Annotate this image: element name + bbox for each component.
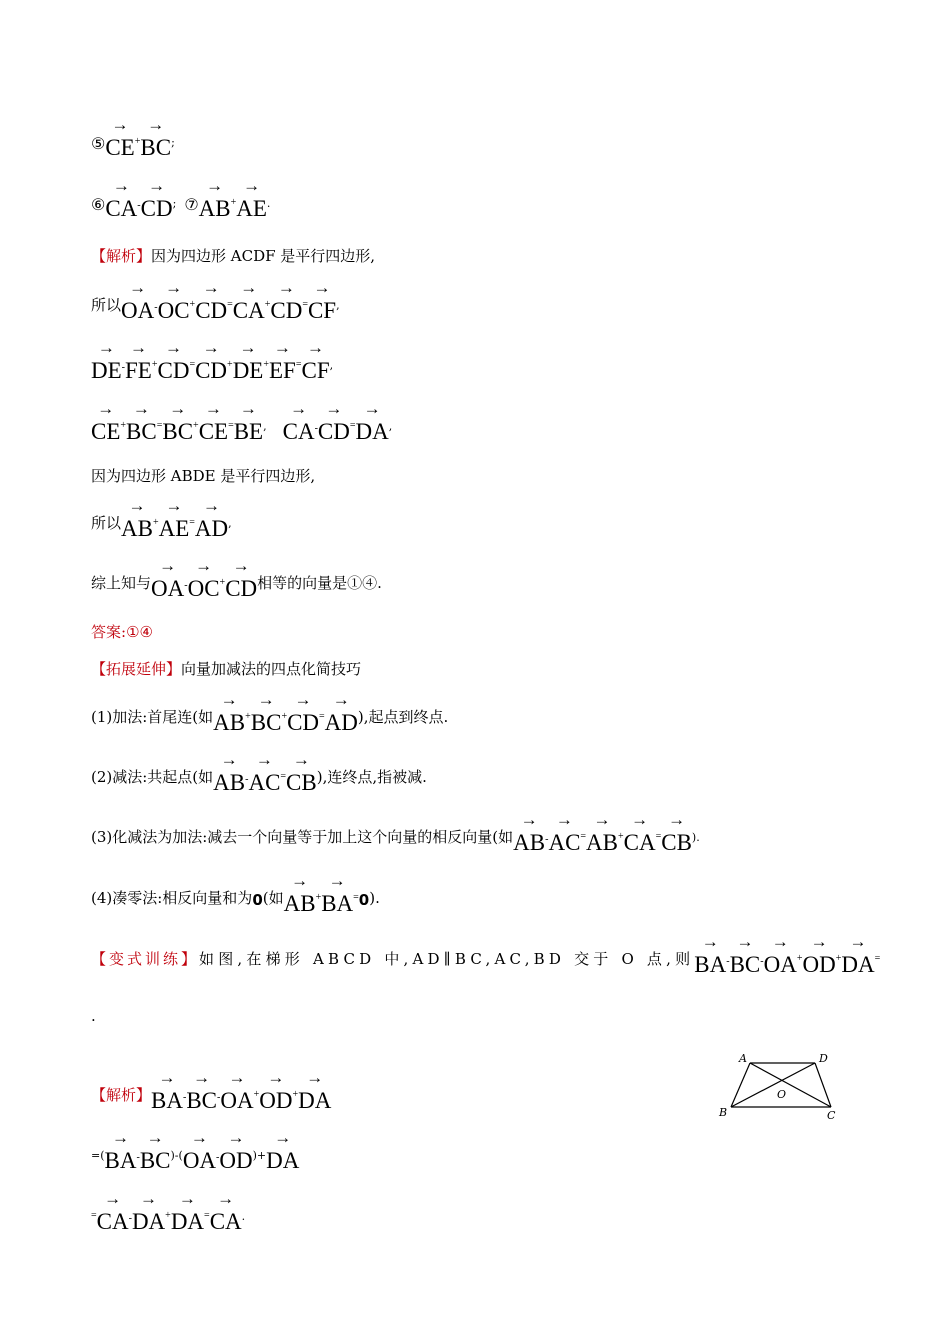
operator: -: [314, 423, 318, 434]
item-number: ⑥: [91, 195, 106, 214]
operator: -: [128, 1213, 132, 1224]
vector: → AB: [513, 830, 545, 856]
vector: → AB: [121, 516, 153, 542]
rule-3: [91, 830, 700, 856]
rule-text: ),连终点,指被减.: [316, 768, 427, 786]
operator: -: [121, 362, 126, 373]
vector: → BC: [126, 419, 157, 445]
extension-title-text: 向量加减法的四点化简技巧: [181, 660, 362, 678]
vector: → OC: [188, 576, 220, 602]
vector: → AE: [236, 196, 267, 222]
punct: ;: [172, 197, 177, 210]
item-5: [91, 135, 175, 161]
punct: ,: [336, 299, 340, 312]
solution2-line1: [91, 1088, 331, 1114]
punct: ,: [228, 517, 232, 530]
answer-label: 答案:: [91, 623, 127, 641]
operator: -: [154, 302, 158, 313]
vector: → DA: [841, 952, 874, 978]
vector: → EF: [269, 358, 296, 384]
extension-title: [91, 659, 361, 679]
rule-text: (1)加法:首尾连(如: [91, 708, 214, 726]
vector: → BA: [105, 1148, 137, 1174]
operator: -: [136, 1152, 140, 1163]
operator: -: [216, 1152, 220, 1163]
vector: → OA: [121, 298, 154, 324]
operator: +: [618, 831, 624, 842]
exercise-label: 【变式训练】: [91, 950, 200, 968]
solution-text: 因为四边形 ABDE 是平行四边形,: [91, 467, 316, 485]
operator: -: [760, 956, 764, 967]
rule-text: (3)化减法为加法:减去一个向量等于加上这个向量的相反向量(如: [91, 828, 514, 846]
operator: -: [182, 1092, 187, 1103]
vector: → OC: [158, 298, 190, 324]
diagonal-bd: [731, 1063, 815, 1107]
punct: .: [91, 1007, 96, 1025]
vector: → AB: [199, 196, 231, 222]
answer: [91, 622, 153, 642]
operator: -: [245, 774, 249, 785]
vector: → FE: [125, 358, 152, 384]
vector: → OD: [219, 1148, 252, 1174]
vector: → CD: [195, 358, 227, 384]
punct: .: [266, 197, 271, 210]
vector: → AC: [248, 770, 280, 796]
operator: +: [292, 1089, 299, 1100]
operator: =: [189, 359, 196, 370]
edge-ab: [731, 1063, 750, 1107]
vector: → AC: [548, 830, 580, 856]
operator: +: [230, 197, 237, 208]
vector: → OA: [151, 576, 184, 602]
vector: → AE: [159, 516, 190, 542]
operator: +: [227, 359, 233, 370]
operator: =: [655, 831, 662, 842]
operator: +: [315, 892, 322, 903]
vector: → OD: [803, 952, 836, 978]
label-a: A: [739, 1052, 747, 1065]
vector: → CD: [141, 196, 173, 222]
vector: → CD: [318, 419, 350, 445]
vector: → BC: [251, 710, 282, 736]
vector: → CD: [225, 576, 257, 602]
exercise-blank-end: [91, 1006, 96, 1026]
operator: +: [263, 359, 269, 370]
summary-pre: 综上知与: [91, 574, 152, 592]
vector: → OD: [259, 1088, 292, 1114]
vector: → AB: [586, 830, 618, 856]
operator: -: [217, 1092, 221, 1103]
rule-text: ).: [691, 831, 700, 844]
operator: =: [349, 420, 356, 431]
equals: =: [874, 953, 881, 964]
solution-label: 【解析】: [91, 247, 152, 265]
vector: → BC: [186, 1088, 217, 1114]
rule-1: [91, 710, 448, 736]
operator: -: [545, 834, 549, 845]
rule-text: ),起点到终点.: [357, 708, 449, 726]
operator: +: [193, 420, 199, 431]
vector: → CE: [105, 135, 134, 161]
label-d: D: [819, 1052, 828, 1065]
operator: +: [189, 299, 196, 310]
summary: [91, 576, 382, 602]
equation-2: [91, 358, 333, 384]
vector: → CE: [91, 419, 120, 445]
operator: =: [91, 1210, 97, 1221]
vector: → BC: [730, 952, 761, 978]
vector: → CA: [97, 1209, 129, 1235]
operator: =: [189, 517, 195, 528]
item-6-7: [91, 196, 270, 222]
exercise: [91, 952, 880, 978]
vector: → BE: [234, 419, 263, 445]
paren: )-(: [170, 1149, 183, 1162]
punct: .: [241, 1210, 246, 1223]
extension-label: 【拓展延伸】: [91, 660, 182, 678]
vector: → BC: [140, 1148, 171, 1174]
vector: → OA: [183, 1148, 216, 1174]
equation-1: [91, 298, 340, 324]
item-number: ⑤: [91, 134, 106, 153]
vector: → CA: [624, 830, 656, 856]
punct: ;: [171, 136, 175, 149]
operator: =: [204, 1210, 210, 1221]
operator: +: [796, 953, 803, 964]
label-c: C: [827, 1109, 836, 1122]
vector: → DE: [91, 358, 122, 384]
vector: → CA: [233, 298, 265, 324]
operator: -: [137, 200, 141, 211]
punct: ,: [388, 420, 393, 433]
zero-vector: 0: [252, 891, 263, 909]
rule-text: (2)减法:共起点(如: [91, 768, 214, 786]
vector: → CB: [661, 830, 692, 856]
so-text: 所以: [91, 296, 122, 314]
vector: → CA: [210, 1209, 242, 1235]
operator: =: [353, 892, 359, 903]
item-number: ⑦: [184, 195, 199, 214]
operator: =: [295, 359, 302, 370]
vector: → DE: [233, 358, 264, 384]
operator: =: [580, 831, 587, 842]
operator: =: [280, 771, 287, 782]
vector: → CD: [158, 358, 190, 384]
paren: =(: [91, 1149, 105, 1162]
vector: → DA: [171, 1209, 204, 1235]
rule-text: (4)凑零法:相反向量和为: [91, 889, 253, 907]
vector: → AD: [325, 710, 358, 736]
exercise-text: 如图,在梯形 ABCD 中,AD∥BC,AC,BD 交于 O 点,则: [199, 950, 695, 968]
diagonal-ac: [750, 1063, 831, 1107]
vector: → CA: [283, 419, 315, 445]
rule-2: [91, 770, 427, 796]
operator: +: [134, 136, 141, 147]
zero-vector: 0: [358, 891, 370, 909]
label-o: O: [777, 1088, 787, 1101]
operator: =: [156, 420, 163, 431]
operator: -: [726, 956, 730, 967]
vector: → DA: [298, 1088, 331, 1114]
operator: =: [319, 711, 325, 722]
operator: +: [281, 711, 288, 722]
solution-intro: [91, 246, 375, 266]
so-text: 所以: [91, 514, 122, 532]
operator: +: [835, 953, 842, 964]
solution2-line2: [91, 1148, 299, 1174]
operator: +: [120, 420, 127, 431]
vector: → OA: [220, 1088, 253, 1114]
vector: → AB: [213, 710, 245, 736]
vector: → AB: [284, 891, 316, 917]
vector: → CD: [195, 298, 227, 324]
operator: +: [219, 577, 226, 588]
rule-text: ).: [369, 889, 380, 907]
rule-4: [91, 891, 380, 917]
vector: → CD: [287, 710, 319, 736]
edge-dc: [815, 1063, 831, 1107]
solution-label: 【解析】: [91, 1086, 152, 1104]
vector: → BA: [694, 952, 726, 978]
vector: → BC: [140, 135, 171, 161]
vector: → CF: [301, 358, 329, 384]
vector: → BA: [321, 891, 353, 917]
vector: → DA: [132, 1209, 165, 1235]
operator: =: [302, 299, 308, 310]
punct: ,: [263, 420, 267, 433]
answer-value: ①④: [126, 623, 153, 641]
vector: → BC: [162, 419, 193, 445]
solution-text: 因为四边形 ACDF 是平行四边形,: [151, 247, 376, 265]
operator: -: [184, 580, 188, 591]
solution2-line3: [91, 1209, 245, 1235]
vector: → BA: [151, 1088, 183, 1114]
vector: → CA: [105, 196, 137, 222]
operator: +: [264, 299, 271, 310]
label-b: B: [719, 1106, 728, 1119]
punct: ,: [329, 359, 334, 372]
operator: +: [245, 711, 251, 722]
operator: =: [227, 299, 233, 310]
operator: =: [228, 420, 234, 431]
vector: → CF: [308, 298, 336, 324]
equation-4: [91, 516, 232, 542]
operator: +: [152, 517, 159, 528]
operator: +: [253, 1089, 260, 1100]
vector: → OA: [764, 952, 797, 978]
vector: → CE: [199, 419, 228, 445]
vector: → CD: [270, 298, 302, 324]
vector: → DA: [266, 1148, 299, 1174]
operator: +: [151, 359, 158, 370]
summary-post: 相等的向量是①④.: [257, 574, 382, 592]
rule-text: (如: [262, 889, 284, 907]
trapezoid-figure: [715, 1050, 845, 1125]
vector: → AB: [213, 770, 245, 796]
equation-3: [91, 419, 392, 445]
vector: → AD: [195, 516, 228, 542]
paren: )+: [252, 1149, 267, 1162]
operator: +: [165, 1210, 171, 1221]
vector: → DA: [356, 419, 389, 445]
vector: → CB: [286, 770, 317, 796]
solution-intro-2: [91, 466, 315, 486]
